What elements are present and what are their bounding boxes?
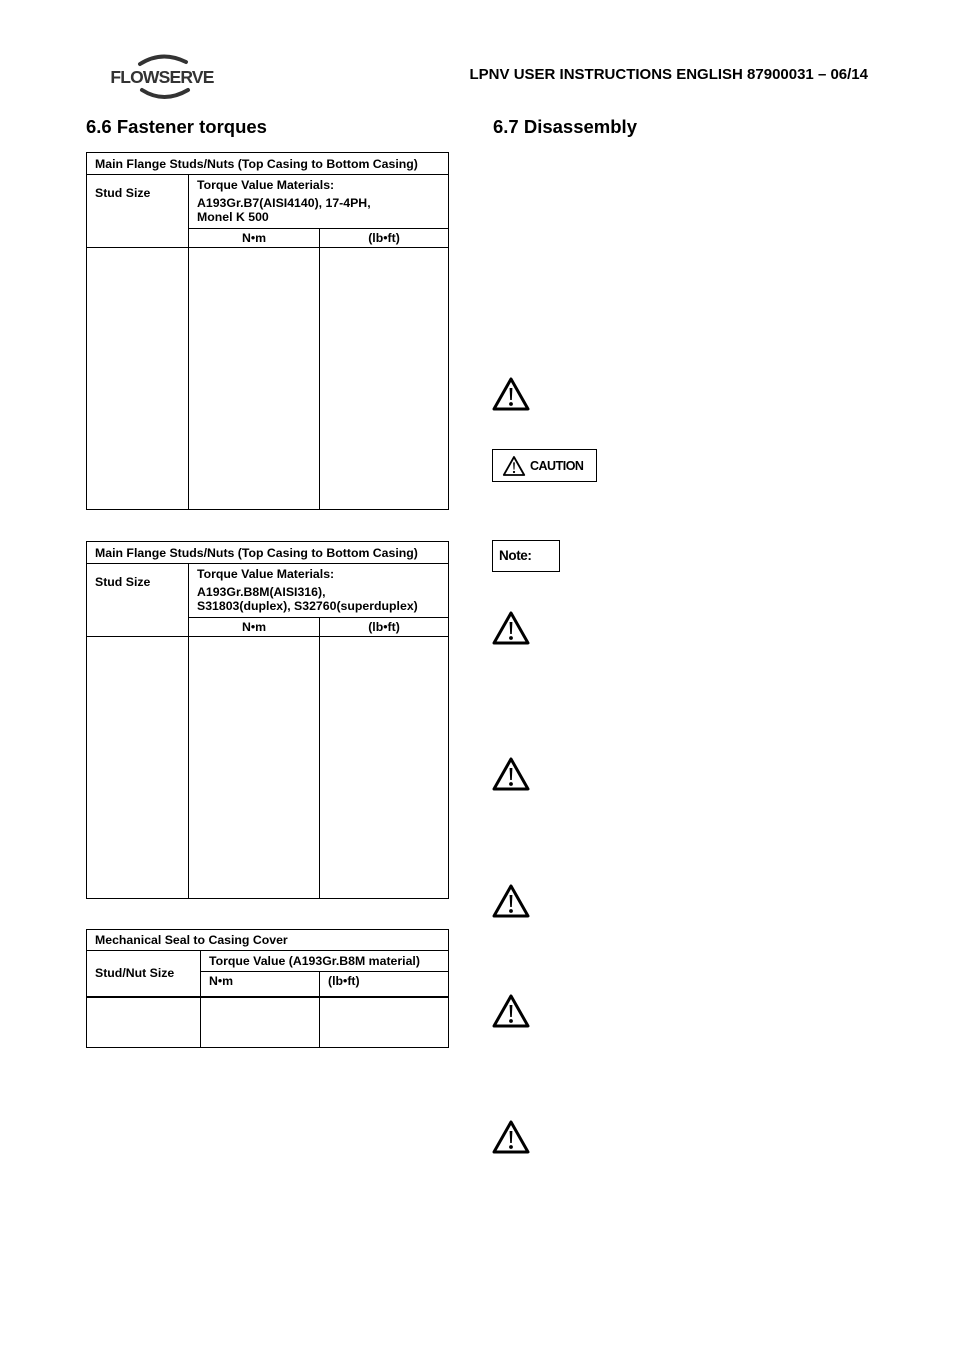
warning-triangle-icon — [491, 756, 531, 792]
note-badge-icon — [492, 540, 560, 572]
lbft-values — [320, 997, 449, 1048]
unit-lbft-header: (lb•ft) — [320, 972, 449, 997]
flowserve-logo — [106, 52, 218, 100]
caution-badge-icon — [492, 449, 597, 482]
lbft-values — [320, 637, 449, 899]
torque-table-mechanical-seal — [86, 929, 449, 1048]
stud-size-header: Stud Size — [87, 564, 189, 637]
lbft-values — [320, 248, 449, 510]
unit-lbft-header: (lb•ft) — [320, 229, 449, 248]
warning-triangle-icon — [502, 455, 526, 477]
stud-nut-size-header: Stud/Nut Size — [87, 951, 201, 997]
unit-lbft-header: (lb•ft) — [320, 618, 449, 637]
warning-triangle-icon — [491, 610, 531, 646]
warning-triangle-icon — [491, 993, 531, 1029]
nm-values — [189, 248, 320, 510]
unit-nm-header: N•m — [201, 972, 320, 997]
section-title-fastener-torques: 6.6 Fastener torques — [86, 116, 267, 137]
note-label: Note: — [499, 548, 532, 563]
table-caption: Main Flange Studs/Nuts (Top Casing to Bottom Casing) — [87, 542, 449, 564]
table-caption: Main Flange Studs/Nuts (Top Casing to Bottom Casing) — [87, 153, 449, 175]
caution-label: CAUTION — [530, 459, 584, 473]
stud-size-values — [87, 637, 189, 899]
nm-values — [189, 637, 320, 899]
section-title-disassembly: 6.7 Disassembly — [493, 116, 637, 137]
stud-size-values — [87, 997, 201, 1048]
materials-header: Torque Value Materials: A193Gr.B8M(AISI316), S31803(duplex), S32760(superduplex) — [189, 564, 449, 618]
unit-nm-header: N•m — [189, 229, 320, 248]
document-header-title: LPNV USER INSTRUCTIONS ENGLISH 87900031 – 06/14 — [469, 66, 868, 83]
materials-header: Torque Value Materials: A193Gr.B7(AISI4140), 17-4PH, Monel K 500 — [189, 175, 449, 229]
torque-table-b7 — [86, 152, 449, 510]
logo-text: FLOWSERVE — [110, 67, 214, 87]
stud-size-values — [87, 248, 189, 510]
warning-triangle-icon — [491, 1119, 531, 1155]
stud-size-header: Stud Size — [87, 175, 189, 248]
table-caption: Mechanical Seal to Casing Cover — [87, 930, 449, 951]
nm-values — [201, 997, 320, 1048]
torque-value-header: Torque Value (A193Gr.B8M material) — [201, 951, 449, 972]
warning-triangle-icon — [491, 376, 531, 412]
torque-table-b8m — [86, 541, 449, 899]
unit-nm-header: N•m — [189, 618, 320, 637]
warning-triangle-icon — [491, 883, 531, 919]
